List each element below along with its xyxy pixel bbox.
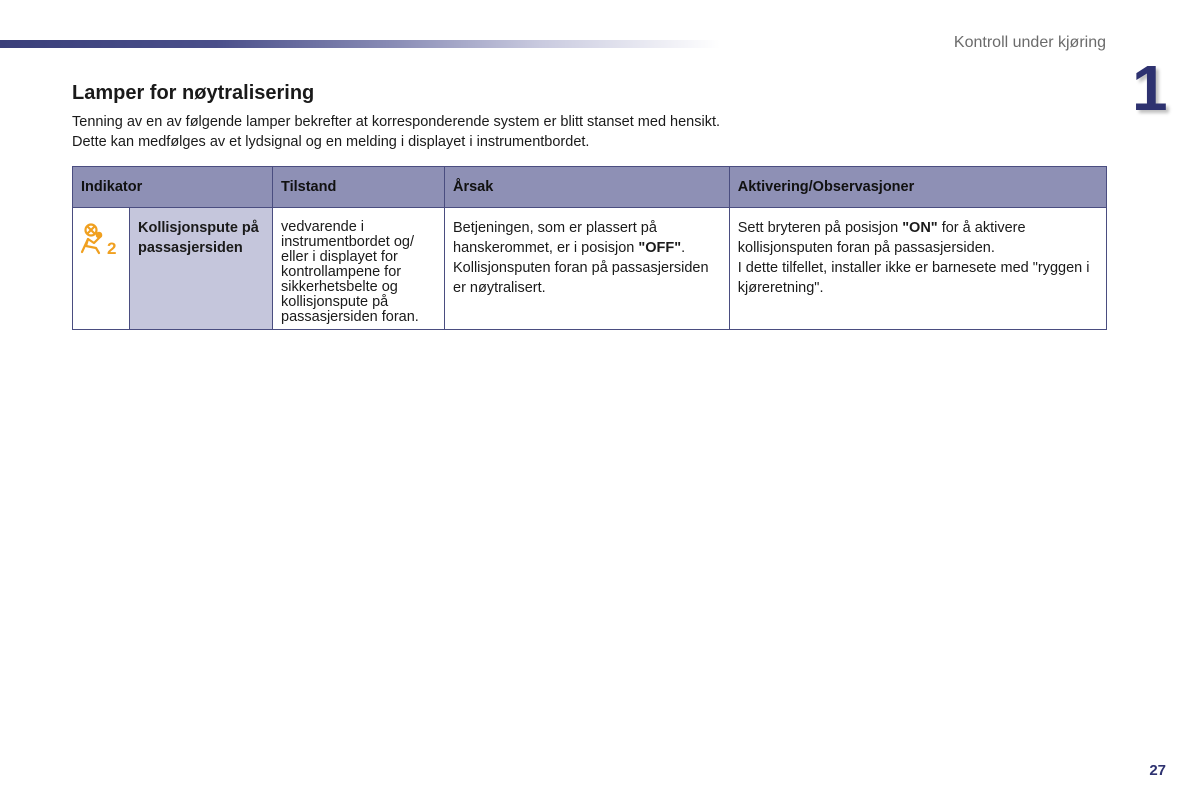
cause-off-value: "OFF" <box>638 240 682 256</box>
header-tilstand: Tilstand <box>273 167 445 208</box>
indicator-icon-cell <box>73 208 130 330</box>
header-indikator: Indikator <box>73 167 273 208</box>
intro-line-2: Dette kan medfølges av et lydsignal og en melding i displayet i instrumentbordet. <box>72 134 590 150</box>
header-gradient-bar <box>0 40 720 48</box>
intro-line-1: Tenning av en av følgende lamper bekrefter at korresponderende system er blitt stanset med hensikt. <box>72 114 721 130</box>
indicator-name: Kollisjonspute på passasjersiden <box>130 208 273 330</box>
action-text-2: I dette tilfellet, installer ikke er barnesete med "ryggen i kjøreretning". <box>737 260 1090 296</box>
indicator-table <box>72 166 1107 330</box>
cause-text-2: Kollisjonsputen foran på passasjersiden er nøytralisert. <box>453 260 709 296</box>
cause-cell <box>445 208 730 330</box>
action-text-rest: for å aktivere kollisjonsputen foran på passasjersiden. <box>737 220 1026 256</box>
header-arsak: Årsak <box>445 167 730 208</box>
action-text: Sett bryteren på posisjon <box>737 220 903 236</box>
table-header-row <box>73 167 1107 208</box>
page-number: 27 <box>1149 762 1166 779</box>
action-on-value: "ON" <box>902 220 938 236</box>
cause-text: Betjeningen, som er plassert på hanskerommet, er i posisjon <box>453 220 657 256</box>
state-text: vedvarende i instrumentbordet og/ eller i displayet for kontrollampene for sikkerhetsbelte og kollisjonspute på passasjersiden foran. <box>273 208 445 330</box>
section-label: Kontroll under kjøring <box>953 34 1106 51</box>
page-heading: Lamper for nøytralisering <box>72 82 315 104</box>
passenger-airbag-off-icon <box>79 222 123 262</box>
svg-text:2: 2 <box>107 239 117 258</box>
header-aktivering: Aktivering/Observasjoner <box>729 167 1106 208</box>
action-cell <box>729 208 1106 330</box>
table-row <box>73 208 1107 330</box>
cause-punct: . <box>681 240 686 256</box>
chapter-number: 1 <box>1132 52 1168 124</box>
intro-text <box>72 112 1072 152</box>
